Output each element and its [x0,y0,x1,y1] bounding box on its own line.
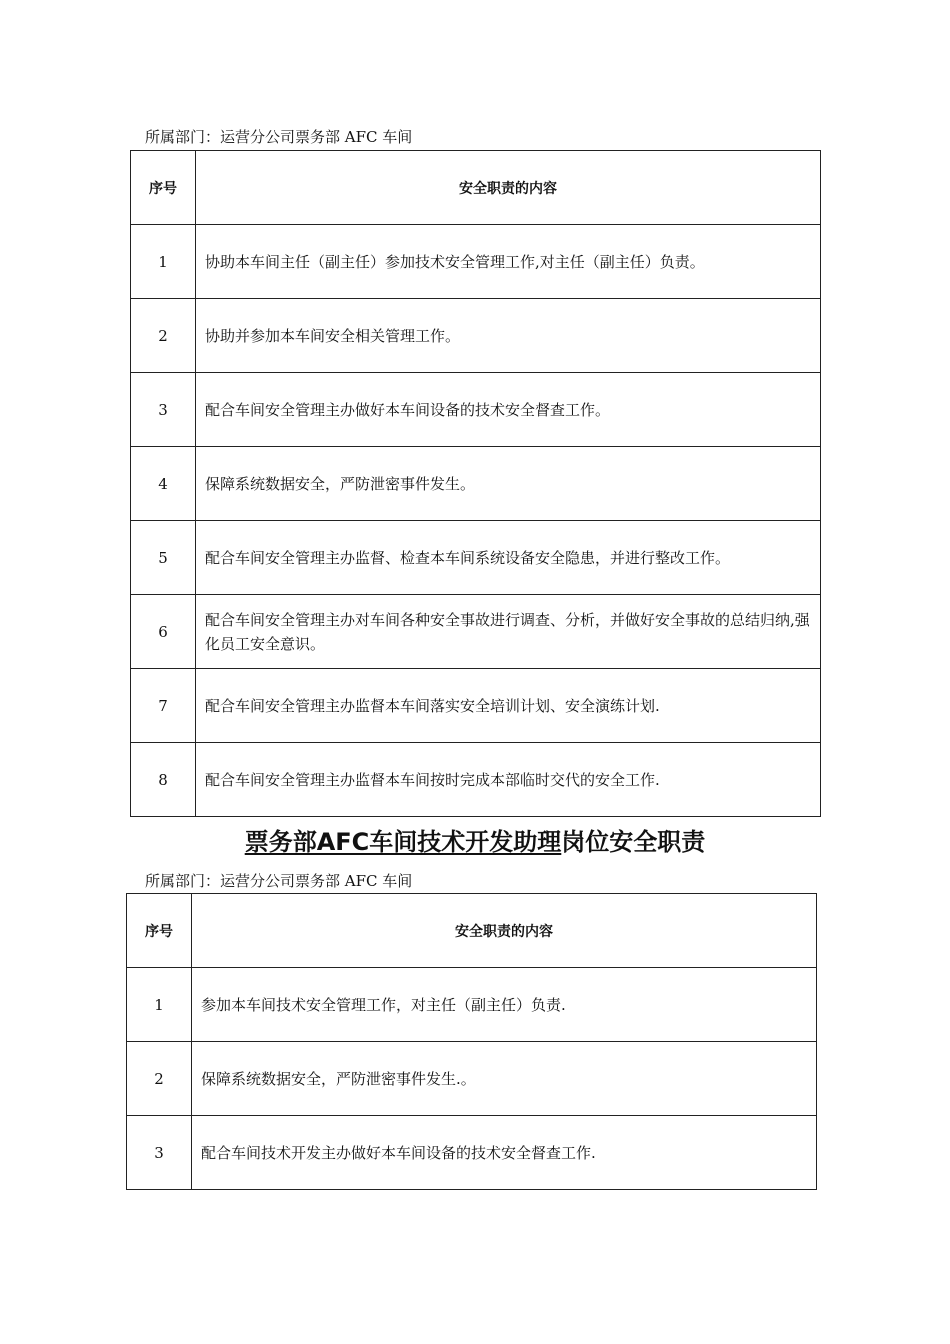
department-label: 所属部门：运营分公司票务部 AFC 车间 [145,128,413,146]
duty-text: 配合车间安全管理主办监督本车间按时完成本部临时交代的安全工作. [196,743,821,817]
duty-table [130,150,821,817]
column-header-content: 安全职责的内容 [192,894,817,968]
row-number: 1 [127,968,192,1042]
table-row [131,299,821,373]
row-number: 2 [127,1042,192,1116]
table-row [131,743,821,817]
table-row [127,1042,817,1116]
row-number: 1 [131,225,196,299]
duty-text: 保障系统数据安全，严防泄密事件发生。 [196,447,821,521]
duty-text: 配合车间安全管理主办监督本车间落实安全培训计划、安全演练计划. [196,669,821,743]
column-header-num: 序号 [131,151,196,225]
duty-text: 保障系统数据安全，严防泄密事件发生.。 [192,1042,817,1116]
table-row [131,595,821,669]
table-row [127,1116,817,1190]
duty-text: 协助并参加本车间安全相关管理工作。 [196,299,821,373]
table-row [131,521,821,595]
row-number: 7 [131,669,196,743]
duty-table [126,893,817,1190]
row-number: 3 [127,1116,192,1190]
row-number: 3 [131,373,196,447]
duty-text: 配合车间技术开发主办做好本车间设备的技术安全督查工作. [192,1116,817,1190]
department-label: 所属部门：运营分公司票务部 AFC 车间 [145,872,413,890]
duty-text: 协助本车间主任（副主任）参加技术安全管理工作,对主任（副主任）负责。 [196,225,821,299]
section-title-rest: 岗位安全职责 [561,828,706,856]
section-title [130,822,820,857]
row-number: 8 [131,743,196,817]
table-row [131,225,821,299]
duty-text: 配合车间安全管理主办做好本车间设备的技术安全督查工作。 [196,373,821,447]
table-header-row [127,894,817,968]
duty-text: 配合车间安全管理主办监督、检查本车间系统设备安全隐患，并进行整改工作。 [196,521,821,595]
duty-text: 配合车间安全管理主办对车间各种安全事故进行调查、分析，并做好安全事故的总结归纳,强化员工安全意识。 [196,595,821,669]
duty-text: 参加本车间技术安全管理工作，对主任（副主任）负责. [192,968,817,1042]
row-number: 6 [131,595,196,669]
table-row [131,447,821,521]
row-number: 4 [131,447,196,521]
column-header-num: 序号 [127,894,192,968]
table-row [127,968,817,1042]
row-number: 2 [131,299,196,373]
table-header-row [131,151,821,225]
column-header-content: 安全职责的内容 [196,151,821,225]
section-title-underlined: 票务部AFC车间技术开发助理 [244,828,562,856]
table-row [131,669,821,743]
row-number: 5 [131,521,196,595]
table-row [131,373,821,447]
